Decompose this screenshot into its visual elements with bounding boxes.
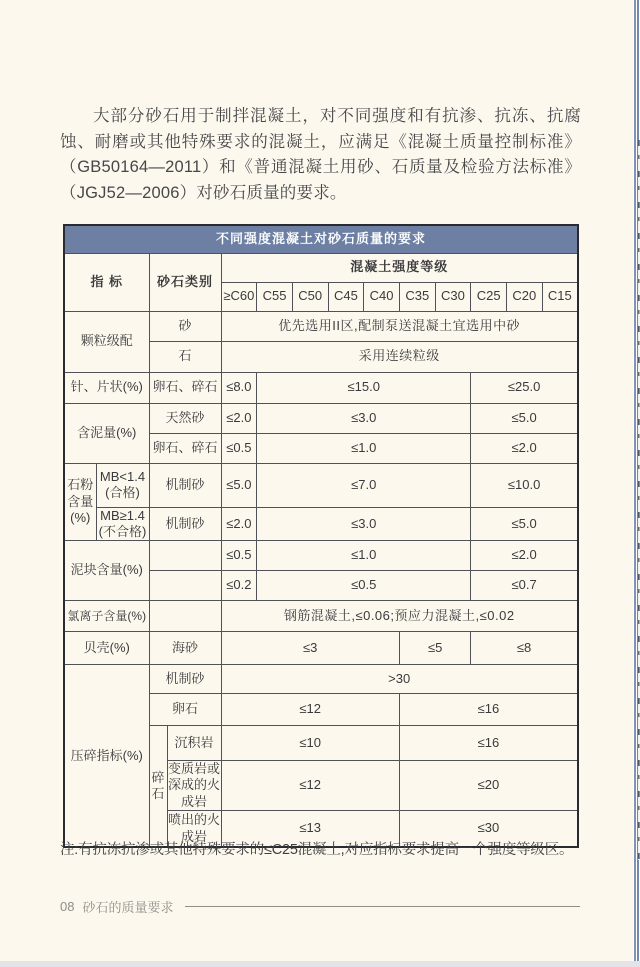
rock-sedimentary: 沉积岩 <box>167 726 221 761</box>
value-powder-u-0: ≤2.0 <box>221 507 257 541</box>
table-title: 不同强度混凝土对砂石质量的要求 <box>64 225 578 253</box>
row-label-crush-index: 压碎指标(%) <box>64 665 149 848</box>
value-chloride: 钢筋混凝土,≤0.06;预应力混凝土,≤0.02 <box>221 601 578 632</box>
value-volcanic-0: ≤13 <box>221 810 399 847</box>
row-label-gradation: 颗粒级配 <box>64 311 149 372</box>
row-label-needle-flake: 针、片状(%) <box>64 372 149 403</box>
header-strength-grade: 混凝土强度等级 <box>221 253 578 282</box>
value-powder-q-2: ≤10.0 <box>471 463 578 507</box>
value-powder-q-1: ≤7.0 <box>257 463 471 507</box>
row-label-shell: 贝壳(%) <box>64 632 149 665</box>
value-sedimentary-0: ≤10 <box>221 726 399 761</box>
value-mud-pebble-1: ≤1.0 <box>257 433 471 463</box>
grade-c40: C40 <box>364 282 400 311</box>
footer-section-title: 砂石的质量要求 <box>82 900 174 915</box>
value-clay2-1: ≤0.5 <box>257 571 471 601</box>
value-sedimentary-1: ≤16 <box>399 726 577 761</box>
value-shell-1: ≤5 <box>399 632 470 665</box>
cat-crushed-stone: 碎石 <box>149 726 167 848</box>
value-mud-natural-2: ≤5.0 <box>471 403 578 433</box>
value-shell-0: ≤3 <box>221 632 399 665</box>
value-mud-natural-1: ≤3.0 <box>257 403 471 433</box>
cat-machine-sand-1: 机制砂 <box>149 463 221 507</box>
value-clay2-2: ≤0.7 <box>471 571 578 601</box>
cat-pebble-crushed: 卵石、碎石 <box>149 433 221 463</box>
value-powder-u-2: ≤5.0 <box>471 507 578 541</box>
row-label-clay-lump: 泥块含量(%) <box>64 541 149 601</box>
row-label-stone-powder: 石粉含量(%) <box>64 463 96 541</box>
mb-unqualified <box>96 507 149 541</box>
cat-clay-lump-2 <box>149 571 221 601</box>
grade-c30: C30 <box>435 282 471 311</box>
header-indicator: 指 标 <box>64 253 149 311</box>
page-number: 08 <box>60 899 75 914</box>
bottom-bar <box>0 961 640 967</box>
value-volcanic-1: ≤30 <box>399 810 577 847</box>
cat-natural-sand: 天然砂 <box>149 403 221 433</box>
value-mud-pebble-2: ≤2.0 <box>471 433 578 463</box>
value-needle-flake-1: ≤15.0 <box>257 372 471 403</box>
grade-c15: C15 <box>542 282 578 311</box>
cat-machine-sand-2: 机制砂 <box>149 507 221 541</box>
rock-metamorphic: 变质岩或深成的火成岩 <box>167 761 220 809</box>
cat-sand: 砂 <box>149 311 221 341</box>
cat-sea-sand: 海砂 <box>149 632 221 665</box>
footer-rule <box>185 906 580 907</box>
value-mud-natural-0: ≤2.0 <box>221 403 257 433</box>
table-note: 注:有抗冻抗渗或其他特殊要求的≤C25混凝土,对应指标要求提高一个强度等级区。 <box>60 842 574 858</box>
value-clay1-1: ≤1.0 <box>257 541 471 571</box>
row-label-mud-content: 含泥量(%) <box>64 403 149 463</box>
grade-c50: C50 <box>292 282 328 311</box>
cat-crush-pebble: 卵石 <box>149 694 221 726</box>
grade-c35: C35 <box>399 282 435 311</box>
value-powder-q-0: ≤5.0 <box>221 463 257 507</box>
value-metamorphic-1: ≤20 <box>399 761 577 811</box>
mb-qualified-note: (合格) <box>105 485 140 500</box>
value-metamorphic-0: ≤12 <box>221 761 399 811</box>
value-needle-flake-2: ≤25.0 <box>471 372 578 403</box>
cat-needle-flake: 卵石、碎石 <box>149 372 221 403</box>
value-powder-u-1: ≤3.0 <box>257 507 471 541</box>
value-clay1-0: ≤0.5 <box>221 541 257 571</box>
grade-c25: C25 <box>471 282 507 311</box>
mb-unqualified-value: MB≥1.4 <box>100 507 145 523</box>
grade-c55: C55 <box>257 282 293 311</box>
value-shell-2: ≤8 <box>471 632 578 665</box>
cat-clay-lump-1 <box>149 541 221 571</box>
value-crush-pebble-1: ≤16 <box>399 694 577 726</box>
mb-unqualified-note: (不合格) <box>98 523 147 539</box>
cat-chloride <box>149 601 221 632</box>
value-mud-pebble-0: ≤0.5 <box>221 433 257 463</box>
cat-stone: 石 <box>149 341 221 372</box>
value-needle-flake-0: ≤8.0 <box>221 372 257 403</box>
cat-crush-machine-sand: 机制砂 <box>149 665 221 694</box>
value-crush-pebble-0: ≤12 <box>221 694 399 726</box>
value-clay1-2: ≤2.0 <box>471 541 578 571</box>
header-category: 砂石类别 <box>149 253 221 311</box>
page-footer <box>60 897 580 916</box>
grade-c20: C20 <box>507 282 543 311</box>
value-gradation-stone: 采用连续粒级 <box>221 341 578 372</box>
mb-qualified <box>96 463 149 507</box>
sand-stone-quality-table <box>63 224 579 848</box>
grade-c60: ≥C60 <box>221 282 257 311</box>
value-clay2-0: ≤0.2 <box>221 571 257 601</box>
mb-qualified-value: MB<1.4 <box>99 468 146 484</box>
rock-volcanic: 喷出的火成岩 <box>167 810 221 847</box>
value-crush-machine-sand: >30 <box>221 665 578 694</box>
intro-paragraph: 大部分砂石用于制拌混凝土，对不同强度和有抗渗、抗冻、抗腐蚀、耐磨或其他特殊要求的混凝土，应满足《混凝土质量控制标准》（GB50164—2011）和《普通混凝土用砂、石质量及检验方法标准》（JGJ52—2006）对砂石质量的要求。 <box>60 107 581 202</box>
value-gradation-sand: 优先选用II区,配制泵送混凝土宜选用中砂 <box>221 311 578 341</box>
page-edge-line-outer <box>634 0 636 961</box>
grade-c45: C45 <box>328 282 364 311</box>
row-label-chloride: 氯离子含量(%) <box>64 601 149 632</box>
